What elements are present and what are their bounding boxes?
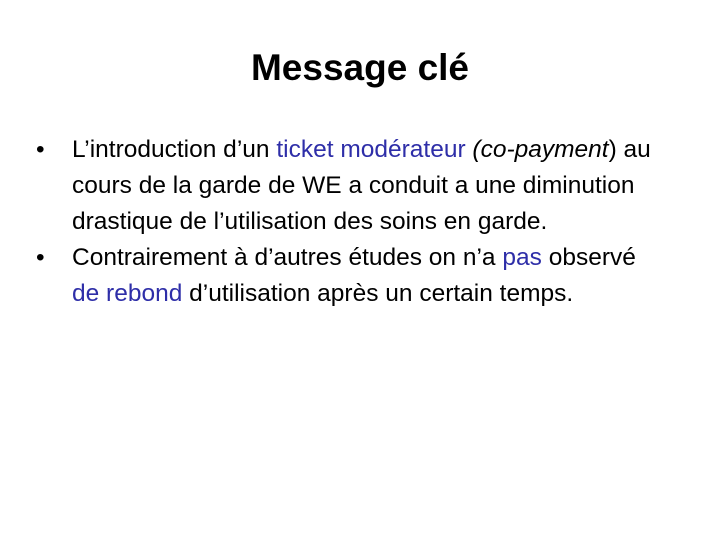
bullet-text-2 [72, 244, 636, 307]
text-segment: observé [541, 244, 636, 271]
italic-term-co-payment: (co-payment [472, 136, 609, 163]
slide-title: Message clé [250, 47, 470, 88]
highlighted-term-pas: pas [502, 244, 542, 271]
text-segment: Contrairement à d’autres études on n’a [72, 244, 503, 271]
bullet-item-1 [36, 132, 666, 240]
bullet-text-1 [72, 136, 651, 235]
bullet-marker: • [36, 244, 45, 271]
bullet-list [36, 132, 666, 312]
text-segment: d’utilisation après un certain temps. [182, 280, 574, 307]
highlighted-term-ticket-moderateur: ticket modérateur [276, 136, 466, 163]
text-segment: L’introduction d’un [72, 136, 277, 163]
text-segment: ) au cours de la garde de WE a conduit a une diminution drastique de l’utilisation des soins en garde. [72, 136, 651, 235]
bullet-item-2 [36, 240, 666, 312]
bullet-marker: • [36, 136, 45, 163]
highlighted-term-de-rebond: de rebond [72, 280, 183, 307]
